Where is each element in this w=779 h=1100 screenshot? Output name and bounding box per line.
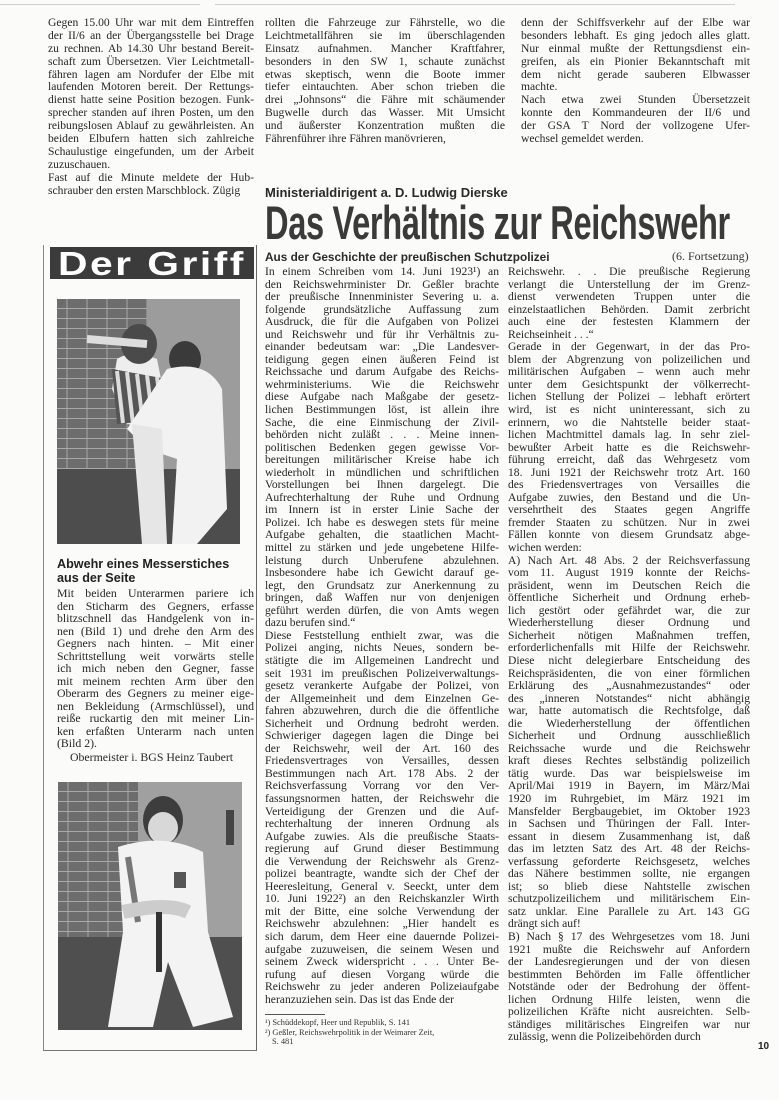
text-line: diese Aufgabe nach Maßgabe der gesetz- [265, 390, 499, 404]
text-line: versehrtheit des Staates gegen Angriffe [508, 503, 750, 517]
text-line: mit meinem rechten Arm über den [57, 673, 254, 688]
text-line: den Sticharm des Gegners, erfasse [57, 598, 254, 613]
text-line: rollten die Fahrzeuge zur Fährstelle, wo die [265, 16, 505, 29]
text-line: Reichssache wurde und die Reichswehr [508, 741, 750, 755]
text-line: polizeilichen Kräfte nicht ausreichten. Selb- [508, 1005, 750, 1019]
text-line: Sicherheit und Ordnung ausschließlich [508, 729, 750, 743]
text-line: beiden Elbufern hatten sich zahlreiche [48, 132, 254, 146]
text-line: drei „Johnsons“ die Fähre mit schäumender [265, 93, 505, 107]
text-line: einzelstaatlichen Behörden. Damit zerbricht [508, 302, 750, 316]
text-line: Einsatz aufnahmen. Mancher Kraftfahrer, [265, 41, 505, 55]
text-line: folgende grundsätzliche Auffassung zum [265, 302, 499, 316]
text-line: Aufgabe zuwies. Als die preußische Staats- [265, 829, 499, 843]
text-line: 18. Juni 1921 der Reichswehr trotz Art. 160 [508, 465, 750, 479]
text-line: (Bild 2). [57, 736, 97, 750]
scan-artifact-line [215, 4, 735, 5]
text-line: Gegners nach hinten. – Mit einer [57, 636, 254, 650]
text-line: Mansfelder Bergbaugebiet, im Oktober 1923 [508, 804, 750, 818]
text-line: erinnern, wo die Nahtstelle beider staat- [508, 415, 750, 429]
text-line: leistung durch Unberufene abzulehnen. [265, 553, 499, 567]
text-line: Fährenführer ihre Fähren manövrieren, [265, 132, 446, 146]
caption-body [57, 587, 254, 750]
text-line: Diese nicht delegierbare Entscheidung des [508, 653, 750, 667]
text-line: etwas skeptisch, wenn die Boote immer [265, 67, 505, 81]
text-line: lichen Machtmittel damals lag. In sehr ziel- [508, 428, 750, 442]
text-line: die Wiederherstellung der öffentlichen [508, 716, 750, 730]
text-line: kraft dieses Rechtes selbständig polizeilich [508, 754, 750, 768]
text-line: bestimmten Behörden im Falle öffentlicher [508, 967, 750, 981]
text-line: Reichswehr abzulehnen: „Hier handelt es [265, 917, 499, 931]
scan-artifact-line [0, 4, 200, 5]
text-line: der Landesregierungen und der von diesen [508, 955, 750, 969]
text-line: Erklärung des „Ausnahmezustandes“ oder [508, 679, 750, 693]
photo-image [58, 782, 242, 1030]
text-line: stätigte die im Allgemeinen Landrecht und [265, 653, 499, 667]
text-line: war, hatte automatisch die Rechtsfolge, daß [508, 704, 750, 718]
text-line: Polizei. Ich habe es deswegen stets für meine [265, 515, 499, 529]
text-line: geführt werden dürfen, die von Amts wegen [265, 603, 499, 617]
text-line: Reichssache und darum Aufgabe des Reichs- [265, 365, 499, 379]
text-line: ich mich neben den Gegner, fasse [57, 661, 254, 675]
text-line: dazu berufen sind.“ [265, 616, 356, 630]
page-number: 10 [758, 1041, 770, 1052]
text-line: fassungsnormen hatten, der Reichswehr die [265, 791, 499, 805]
text-line: ist; so blieb diese Nahtstelle zwischen [508, 879, 750, 893]
text-line: behörden nicht zuläßt . . . Meine innen- [265, 428, 499, 442]
photo-knife-defense-1 [57, 299, 240, 544]
text-line: lichen Stellung der Polizei – lebhaft erörtert [508, 390, 750, 404]
text-line: tiefer eintauchten. Aber schon trieben die [265, 80, 505, 94]
text-line: erforderlichenfalls mit Hilfe der Reichswehr. [508, 641, 750, 655]
text-line: essant in diesem Zusammenhang ist, daß [508, 829, 750, 843]
text-line: aufgabe zuzuweisen, die seinem Wesen und [265, 942, 499, 956]
sidebar-banner [50, 247, 254, 279]
text-line: Verteidigung der Grenzen und die Auf- [265, 804, 499, 818]
photo-image [57, 299, 240, 544]
text-line: dienst hatte seine Position bezogen. Funk- [48, 93, 254, 107]
text-line: wird, ist es nicht uninteressant, sich zu [508, 403, 750, 417]
text-line: Schwieriger dagegen lagen die Dinge bei [265, 729, 499, 743]
text-line: B) Nach § 17 des Wehrgesetzes vom 18. Juni [508, 929, 750, 943]
text-line: Reichswehr. . . Die preußische Regierung [508, 265, 750, 278]
text-line: Sicherheit und Ordnung bedroht werden. [265, 716, 499, 730]
text-line: das im letzten Satz des Art. 48 der Reichs- [508, 842, 750, 856]
text-line: einander bedeutsam war: „Die Landesver- [265, 340, 499, 354]
text-line: Diese Feststellung enthielt zwar, was die [265, 628, 499, 642]
text-line: Insbesondere habe ich Gewicht darauf ge- [265, 566, 499, 580]
text-line: des „inneren Notstandes“ nicht abhängig [508, 691, 750, 705]
text-line: Reichspräsidenten, die von einer förmlichen [508, 666, 750, 680]
text-line: fähren lagen am Nordufer der Elbe mit [48, 67, 254, 81]
text-line: mit der Bitte, eine solche Verwendung der [265, 904, 499, 918]
text-line: rechterhaltung der inneren Ordnung als [265, 817, 499, 831]
text-line: 1921 mußte die Reichswehr auf Anfordern [508, 942, 750, 956]
text-line: Fällen konnte von diesem Grundsatz abge- [508, 528, 750, 542]
text-line: bringen, daß Waffen nur von denjenigen [265, 591, 499, 605]
text-line: Gerade in der Gegenwart, in der das Pro- [508, 340, 750, 354]
text-line: Leichtmetallfähren sie im überschlagenden [265, 28, 505, 42]
text-line: dem nicht gerade sauberen Elbwasser [521, 67, 750, 81]
text-line: Ausdruck, die für die Aufgaben von Polizei [265, 315, 499, 329]
text-line: legt, den Grundsatz zur Anerkennung zu [265, 578, 499, 592]
text-line: die Verwendung der Reichswehr als Grenz- [265, 854, 499, 868]
text-line: blitzschnell das Handgelenk von in- [57, 611, 254, 625]
text-line: in Sachsen und Thüringen der Fall. Inter- [508, 817, 750, 831]
text-line: der II/6 an der Übergangsstelle bei Drage [48, 28, 254, 42]
text-line: Vorstellungen bei Ihnen dargelegt. Die [265, 478, 499, 492]
text-line: Fast auf die Minute meldete der Hub- [48, 170, 254, 184]
photo-knife-defense-2 [58, 782, 242, 1030]
text-line: Notstände oder der Bedrohung der öffent- [508, 980, 750, 994]
footnote-divider [265, 1014, 325, 1015]
text-line: Nach etwa zwei Stunden Übersetzzeit [521, 93, 750, 107]
text-line: Aufrechterhaltung der Ruhe und Ordnung [265, 490, 499, 504]
text-line: 1920 im Ruhrgebiet, im März 1921 im [508, 791, 750, 805]
text-line: Polizei anging, nichts Neues, sondern be- [265, 641, 499, 655]
text-line: Friedensvertrages von Versailles, dessen [265, 754, 499, 768]
text-line: zuzuschauen. [48, 157, 111, 171]
text-line: nen (Bild 1) und drehe den Arm des [57, 623, 254, 638]
text-line: auch eine der festesten Klammern der [508, 315, 750, 329]
text-line: ken erfaßten Unterarm nach unten [57, 723, 254, 738]
text-line: politischen Bedenken gegen gewisse Vor- [265, 440, 499, 454]
text-line: fahren abzuwehren, durch die die öffentliche [265, 704, 499, 718]
text-line: seinem Zweck widerspricht . . . Unter Be- [265, 955, 499, 969]
text-line: April/Mai 1919 in Bayern, im März/Mai [508, 779, 750, 793]
text-line: lich gestört oder gefährdet war, die zur [508, 603, 750, 617]
continuation-note: (6. Fortsetzung) [672, 249, 749, 263]
footnote-1: ¹) Schüddekopf, Heer und Republik, S. 141 [265, 1018, 411, 1027]
text-line: Sicherheit nötigen Maßnahmen treffen, [508, 628, 750, 642]
text-line: laufenden Motoren bereit. Der Rettungs- [48, 80, 254, 94]
text-line: Schaulustige eingefunden, um der Arbeit [48, 144, 254, 158]
text-line: greifen, als ein Pionier Bekanntschaft mit [521, 54, 750, 68]
text-line: teidigung gegen einen äußeren Feind ist [265, 352, 499, 366]
text-line: dienst verwendeten Truppen unter die [508, 290, 750, 304]
text-line: schaft zum Übersetzen. Vier Leichtmetall- [48, 54, 254, 68]
text-line: reibungslosen Ablauf zu gewährleisten. An [48, 119, 254, 133]
text-line: satz unklar. Eine Parallele zu Art. 143 GG [508, 904, 750, 918]
text-line: fremder Staaten zu schützen. Nur in zwei [508, 515, 750, 529]
right-top-text [521, 17, 750, 146]
text-line: denn der Schiffsverkehr auf der Elbe war [521, 16, 750, 29]
text-line: führung erreicht, daß das Wehrgesetz vom [508, 453, 750, 467]
text-line: In einem Schreiben vom 14. Juni 1923¹) an [265, 265, 499, 278]
text-line: präsident, wenn im Deutschen Reich die [508, 578, 750, 592]
text-line: bewußter Arbeit hatte es die Reichswehr- [508, 440, 750, 454]
text-line: besonders in den SW 1, schaute zunächst [265, 54, 505, 68]
caption-heading [57, 558, 257, 585]
middle-top-text [265, 17, 505, 146]
article-middle-column [265, 266, 499, 1006]
text-line: tätig wurde. Das war beispielsweise im [508, 766, 750, 780]
text-line: mittel zu stärken und jede ungebetene Hilfe- [265, 541, 499, 555]
text-line: heranzuziehen sein. Das ist das Ende der [265, 992, 454, 1006]
text-line: im Innern ist in erster Linie Sache der [265, 503, 499, 517]
article-subtitle: Aus der Geschichte der preußischen Schutzpolizei [265, 250, 550, 264]
text-line: zulässig, wenn die Polizeibehörden durch [508, 1030, 701, 1044]
text-line: regierung auf Grund dieser Bestimmung [265, 842, 499, 856]
text-line: verfassung geforderte Reichsgesetz, welches [508, 854, 750, 868]
text-line: des Friedensvertrages von Versailles die [508, 478, 750, 492]
text-line: und Reichswehr und für ihr Verhältnis zu- [265, 327, 499, 341]
caption-signature: Obermeister i. BGS Heinz Taubert [70, 750, 234, 764]
text-line: Aufgabe gehalten, die staatlichen Macht- [265, 528, 499, 542]
text-line: schutzpolizeilichem und militärischem Ein- [508, 892, 750, 906]
text-line: Gegen 15.00 Uhr war mit dem Eintreffen [48, 16, 254, 29]
text-line: militärischen Aufgaben – wenn auch mehr [508, 365, 750, 379]
footnote-2: ²) Geßler, Reichswehrpolitik in der Weimarer Zeit, [265, 1028, 435, 1037]
text-line: Heeresleitung, General v. Seeckt, unter dem [265, 879, 499, 893]
text-line: wichen werden: [508, 541, 582, 555]
text-line: vom 11. August 1919 konnte der Reichs- [508, 566, 750, 580]
text-line: Reichswehr zu jeder anderen Polizeiaufgabe [265, 980, 499, 994]
text-line: sich darum, dem Heer eine dauernde Polizei- [265, 929, 499, 943]
text-line: schrauber den ersten Marschblock. Zügig [48, 183, 241, 197]
text-line: der Reichswehr, weil der Art. 160 des [265, 741, 499, 755]
text-line: seit 1931 im preußischen Polizeiverwaltungs- [265, 666, 499, 680]
text-line: Bugwelle durch das Wasser. Mit Umsicht [265, 106, 505, 120]
text-line: und äußerster Konzentration mußten die [265, 119, 505, 133]
text-line: reiße ruckartig den mit meiner Lin- [57, 711, 254, 725]
text-line: Mit beiden Unterarmen pariere ich [57, 586, 254, 600]
text-line: nen Bekleidung (Armschlüssel), und [57, 698, 254, 713]
text-line: besonders lebhaft. Es ging jedoch alles glatt. [521, 28, 750, 42]
text-line: öffentliche Sicherheit und Ordnung erheb- [508, 591, 750, 605]
text-line: 10. Juni 1922²) an den Reichskanzler Wirth [265, 892, 499, 906]
text-line: Schrittstellung weit vorwärts stelle [57, 648, 254, 663]
text-line: Nur einmal mußte der Rettungsdienst ein- [521, 41, 750, 55]
article-title: Das Verhältnis zur Reichswehr [265, 196, 730, 249]
text-line: lichen Bestimmungen löst, ist allein ihre [265, 403, 499, 417]
text-line: Bestimmungen nach Art. 178 Abs. 2 der [265, 766, 499, 780]
text-line: Sache, die eine Einmischung der Zivil- [265, 415, 499, 429]
text-line: wehrministeriums. Wie die Reichswehr [265, 377, 499, 391]
text-line: polizei beantragte, wandte sich der Chef der [265, 867, 499, 881]
text-line: wiederholt in mündlichen und schriftlichen [265, 465, 499, 479]
text-line: Wiederherstellung dieser Ordnung und [508, 616, 750, 630]
left-column-text [48, 17, 254, 197]
text-line: Reichsverfassung Vorrang vor den Ver- [265, 779, 499, 793]
text-line: sprecher standen auf ihren Posten, um den [48, 106, 254, 120]
footnote-2-page: S. 481 [272, 1037, 294, 1046]
text-line: der preußische Innenminister Severing u. a. [265, 290, 499, 304]
caption-heading-line: Abwehr eines Messerstiches [57, 557, 230, 571]
text-line: der GSA T Nord der vollzogene Ufer- [521, 119, 750, 133]
text-line: den Reichswehrminister Dr. Geßler brachte [265, 277, 499, 291]
text-line: machte. [521, 80, 558, 94]
text-line: Reichseinheit . . .“ [508, 327, 594, 341]
text-line: ständiges militärisches Eingreifen war nur [508, 1017, 750, 1031]
text-line: A) Nach Art. 48 Abs. 2 der Reichsverfassung [508, 553, 750, 567]
text-line: Aufgabe zuwies, den Bestand und die Un- [508, 490, 750, 504]
text-line: rufung auf diesen Vorgang würde die [265, 967, 499, 981]
text-line: bereitungen militärischer Kreise habe ich [265, 453, 499, 467]
text-line: unter dem Gesichtspunkt der völkerrecht- [508, 377, 750, 391]
text-line: gesetz verankerte Aufgabe der Polizei, von [265, 679, 499, 693]
banner-title: Der Griff [58, 247, 246, 279]
text-line: zu rechnen. Ab 14.30 Uhr bestand Bereit- [48, 41, 254, 55]
text-line: blem der Abgrenzung von polizeilichen und [508, 352, 750, 366]
text-line: konnte den Kommandeuren der II/6 und [521, 106, 750, 120]
text-line: wechsel gemeldet werden. [521, 132, 644, 146]
text-line: lichen Ordnung Hilfe leisten, wenn die [508, 992, 750, 1006]
text-line: das Nähere bestimmen sollte, nie ergangen [508, 867, 750, 881]
text-line: der Allgemeinheit und dem Einzelnen Ge- [265, 691, 499, 705]
text-line: drängt sich auf! [508, 917, 581, 931]
text-line: verlangt die Unterstellung der im Grenz- [508, 277, 750, 291]
article-author: Ministerialdirigent a. D. Ludwig Dierske [265, 185, 508, 200]
text-line: Oberarm des Gegners zu meiner eige- [57, 686, 254, 700]
article-right-column [508, 266, 750, 1044]
caption-heading-line: aus der Seite [57, 570, 136, 585]
